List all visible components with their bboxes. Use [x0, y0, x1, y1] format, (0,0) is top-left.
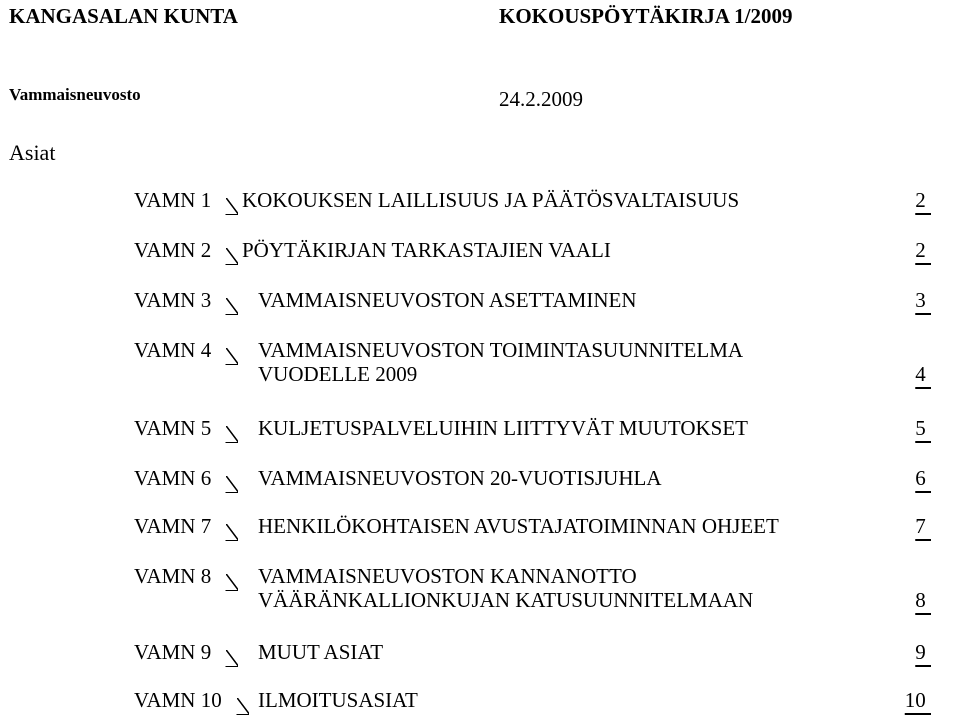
leader-mark-icon: [225, 524, 238, 541]
item-page: 3: [915, 288, 931, 312]
item-code: VAMN 1: [134, 188, 212, 212]
item-subject-line2: VÄÄRÄNKALLIONKUJAN KATUSUUNNITELMAAN: [258, 588, 754, 612]
item-code: VAMN 7: [134, 514, 212, 538]
item-subject: VAMMAISNEUVOSTON TOIMINTASUUNNITELMA: [258, 338, 744, 362]
item-subject-line2: VUODELLE 2009: [258, 362, 418, 386]
item-code: VAMN 2: [134, 238, 212, 262]
leader-mark-icon: [236, 698, 249, 715]
item-page: 2: [915, 238, 931, 262]
leader-mark-icon: [225, 476, 238, 493]
item-subject: VAMMAISNEUVOSTON ASETTAMINEN: [258, 288, 637, 312]
leader-mark-icon: [225, 426, 238, 443]
item-page: 9: [915, 640, 931, 664]
item-subject: KOKOUKSEN LAILLISUUS JA PÄÄTÖSVALTAISUUS: [242, 188, 740, 212]
item-page: 4: [915, 362, 931, 386]
leader-mark-icon: [225, 198, 238, 215]
item-code: VAMN 6: [134, 466, 212, 490]
leader-mark-icon: [225, 248, 238, 265]
item-subject: HENKILÖKOHTAISEN AVUSTAJATOIMINNAN OHJEET: [258, 514, 779, 538]
organization-name: KANGASALAN KUNTA: [9, 4, 238, 28]
item-page: 5: [915, 416, 931, 440]
meeting-date: 24.2.2009: [499, 87, 583, 111]
item-page: 7: [915, 514, 931, 538]
item-subject: MUUT ASIAT: [258, 640, 384, 664]
leader-mark-icon: [225, 574, 238, 591]
item-subject: VAMMAISNEUVOSTON KANNANOTTO: [258, 564, 637, 588]
item-subject: PÖYTÄKIRJAN TARKASTAJIEN VAALI: [242, 238, 611, 262]
item-subject: KULJETUSPALVELUIHIN LIITTYVÄT MUUTOKSET: [258, 416, 748, 440]
leader-mark-icon: [225, 650, 238, 667]
item-code: VAMN 5: [134, 416, 212, 440]
item-code: VAMN 8: [134, 564, 212, 588]
item-subject: VAMMAISNEUVOSTON 20-VUOTISJUHLA: [258, 466, 662, 490]
item-page: 10: [904, 688, 931, 712]
item-page: 2: [915, 188, 931, 212]
leader-mark-icon: [225, 348, 238, 365]
document-title: KOKOUSPÖYTÄKIRJA 1/2009: [499, 4, 793, 28]
section-title: Asiat: [9, 140, 56, 165]
item-page: 8: [915, 588, 931, 612]
item-code: VAMN 3: [134, 288, 212, 312]
item-code: VAMN 10: [134, 688, 222, 712]
item-page: 6: [915, 466, 931, 490]
committee-name: Vammaisneuvosto: [9, 85, 141, 104]
item-subject: ILMOITUSASIAT: [258, 688, 418, 712]
item-code: VAMN 9: [134, 640, 212, 664]
item-code: VAMN 4: [134, 338, 212, 362]
leader-mark-icon: [225, 298, 238, 315]
